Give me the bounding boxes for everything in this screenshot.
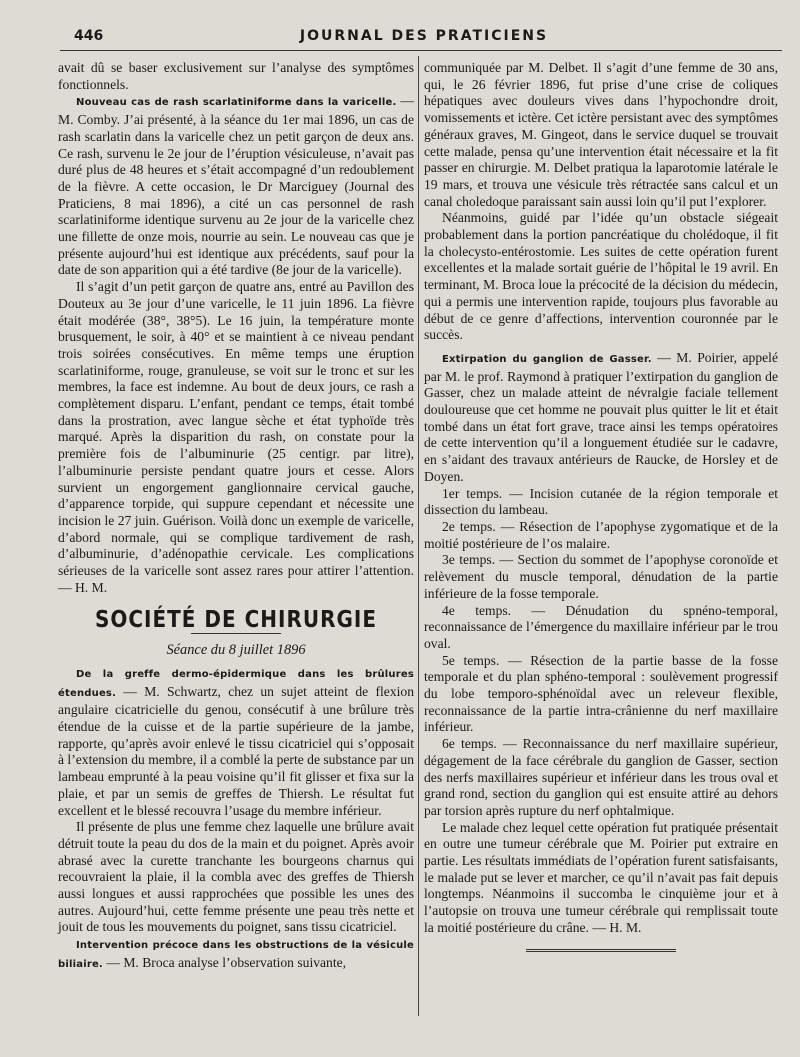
continued-paragraph: avait dû se baser exclusivement sur l’analyse des symptômes fonctionnels.	[58, 60, 414, 92]
step-6: 6e temps. — Reconnaissance du nerf maxillaire supérieur, dégagement de la face cérébrale du ganglion de Gasser, section des nerfs maxillaires supérieur et inférieur dans les trous oval et grand rond, section du ganglion qui est ensuite attiré au dehors par torsion après rupture du nerf ophtalmique.	[424, 736, 778, 818]
running-header	[64, 26, 784, 48]
step-4: 4e temps. — Dénudation du spnéno-temporal, reconnaissance de l’émergence du maxillaire inférieur par le trou oval.	[424, 602, 778, 651]
session-date: Séance du 8 juillet 1896	[166, 642, 306, 659]
end-rule	[526, 949, 676, 952]
article-body: — M. Schwartz, chez un sujet atteint de flexion angulaire cicatricielle du genou, consécutif à une brûlure très étendue de la cuisse et de la partie supérieure de la jambe, rapporte, qu’après avoir enlevé le tissu cicatriciel qui s’opposait à l’extension du membre, il a comblé la perte de substance par un lambeau emprunté à la peau voisine qu’il fit glisser et fixa sur la plaie, et par un semis de greffes de Thiersh. Le résultat fut excellent et le blessé recouvra l’usage du membre inférieur.	[58, 683, 414, 818]
article-body: — M. Poirier, appelé par M. le prof. Raymond à pratiquer l’extirpation du ganglion de Gasser, chez un malade atteint de névralgie faciale tellement douloureuse que cet homme ne pouvait plus quitter le lit et était tombé dans un état fort grave, trace ainsi les temps opératoires de cette intervention qu’il a longuement étudiée sur le cadavre, en s’aidant des travaux antérieurs de Raucke, de Horsley et de Doyen.	[424, 349, 778, 484]
right-column	[424, 60, 778, 952]
article-intervention	[58, 936, 414, 973]
page-number: 446	[74, 28, 104, 44]
article-gasser	[424, 350, 778, 486]
article-body: — M. Broca analyse l’observation suivante,	[106, 954, 347, 970]
step-1: 1er temps. — Incision cutanée de la région temporale et dissection du lambeau.	[424, 485, 778, 518]
section-rule	[191, 633, 281, 634]
article-heading: Intervention précoce dans les obstructions de la vésicule biliaire.	[58, 940, 414, 970]
article-body: — M. Comby. J’ai présenté, à la séance du 1er mai 1896, un cas de rash scarlatin dans la varicelle chez un petit garçon de deux ans. Ce rash, survenu le 2e jour de l’éruption vésiculeuse, n’avait pas duré plus de 48 heures et s’était accompagné d’un redoublement de la fièvre. A cette occasion, le Dr Marciguey (Journal des Praticiens, 8 mai 1896), a cité un cas personnel de rash scarlatiniforme identique survenu au 2e jour de la varicelle chez une fillette de onze mois, nourrie au sein. Le nouveau cas que je présente aujourd’hui est identique aux précédents, sauf pour la date de son apparition qui a été tardive (8e jour de la varicelle).	[58, 93, 414, 278]
step-3: 3e temps. — Section du sommet de l’apophyse coronoïde et relèvement du muscle temporal, dénudation de la partie inférieure de la fosse temporale.	[424, 552, 778, 601]
article-heading: Extirpation du ganglion de Gasser.	[442, 353, 652, 365]
article-heading: De la greffe dermo-épidermique dans les brûlures étendues.	[58, 668, 414, 699]
journal-title: JOURNAL DES PRATICIENS	[299, 28, 549, 44]
step-5: 5e temps. — Résection de la partie basse de la fosse temporale et du plan sphéno-temporal : soulèvement progressif du lobe temporo-sphénoïdal avec un releveur flexible, reconnaissance de la partie intra-crânienne du nerf maxillaire inférieur.	[424, 652, 778, 735]
article-greffe	[58, 665, 414, 819]
article-paragraph: Néanmoins, guidé par l’idée qu’un obstacle siégeait probablement dans la portion pancréatique du cholédoque, il fit la cholecysto-entérostomie. Les suites de cette opération furent excellentes et la malade sortait guérie de l’hôpital le 19 avril. En terminant, M. Broca loue la précocité de la décision du médecin, qui a permis une intervention rapide, toujours plus favorable au début de ce genre d’affections, intervention couronnée par le succès.	[424, 210, 778, 343]
continued-paragraph: communiquée par M. Delbet. Il s’agit d’une femme de 30 ans, qui, le 26 février 1896, fut prise d’une crise de coliques hépatiques avec douleurs vives dans l’hypochondre droit, vomissements et ictère. Cet ictère persistant avec des symptômes généraux graves, M. Gingeot, dans le service duquel se trouvait cette malade, pensa qu’une intervention était nécessaire et la fit passer en chirurgie. M. Delbet pratiqua la laparotomie latérale le 19 mars, et trouva une vésicule très rétractée sans calcul et un canal choledoque paraissant sain aussi loin qu’il put l’explorer.	[424, 60, 778, 209]
left-column	[58, 60, 414, 974]
header-rule	[60, 50, 782, 51]
section-title: SOCIÉTÉ DE CHIRURGIE	[94, 604, 378, 633]
article-paragraph: Le malade chez lequel cette opération fut pratiquée présentait en outre une tumeur cérébrale que M. Poirier put extraire en partie. Les résultats immédiats de l’opération furent satisfaisants, le malade put se lever et marcher, ce qu’il n’avait pas fait depuis longtemps. Néanmoins il succomba le cinquième jour et à l’autopsie on trouva une tumeur cérébrale qui remplissait toute la moitié postérieure du crâne. — H. M.	[424, 819, 778, 935]
article-heading: Nouveau cas de rash scarlatiniforme dans la varicelle.	[76, 97, 397, 109]
column-divider	[418, 56, 419, 1016]
article-paragraph: Il présente de plus une femme chez laquelle une brûlure avait détruit toute la peau du dos de la main et du poignet. Après avoir abrasé avec la curette tranchante les bourgeons charnus qui recouvraient la plaie, il la combla avec des greffes de Thiersh aussi longues et aussi rapprochées que possible les unes des autres. Aujourd’hui, cette femme présente une peau très nette et jouit de tous les mouvements du poignet, sans tissu cicatriciel.	[58, 819, 414, 935]
article-paragraph: Il s’agit d’un petit garçon de quatre ans, entré au Pavillon des Douteux au 3e jour d’une varicelle, le 11 juin 1896. La fièvre était modérée (38°, 38°5). Le 16 juin, la température monte brusquement, le soir, à 40° et se maintient à ce niveau pendant trois soirées consécutives. En même temps une éruption scarlatiniforme, rouge, granuleuse, se voit sur le tronc et sur les membres, la face est indemne. Au bout de deux jours, ce rash a complètement disparu. L’enfant, pendant ce temps, était tombé dans la prostration, avec langue sèche et état typhoïde très marqué. Après la disparition du rash, on constate pour la première fois de l’albuminurie (25 centigr. par litre), l’albuminurie persiste pendant quatre jours et cesse. Alors survient un engorgement ganglionnaire cervical gauche, d’apparence torpide, qui suppure cependant et nécessite une incision le 27 juin. Guérison. Voilà donc un exemple de varicelle, d’abord normale, qui se complique tardivement de rash, d’albuminurie, d’adénopathie cervicale. Les complications sérieuses de la varicelle sont assez rares pour attirer l’attention. — H. M.	[58, 279, 414, 595]
step-2: 2e temps. — Résection de l’apophyse zygomatique et de la moitié postérieure de l’os malaire.	[424, 518, 778, 551]
article-rash	[58, 93, 414, 279]
